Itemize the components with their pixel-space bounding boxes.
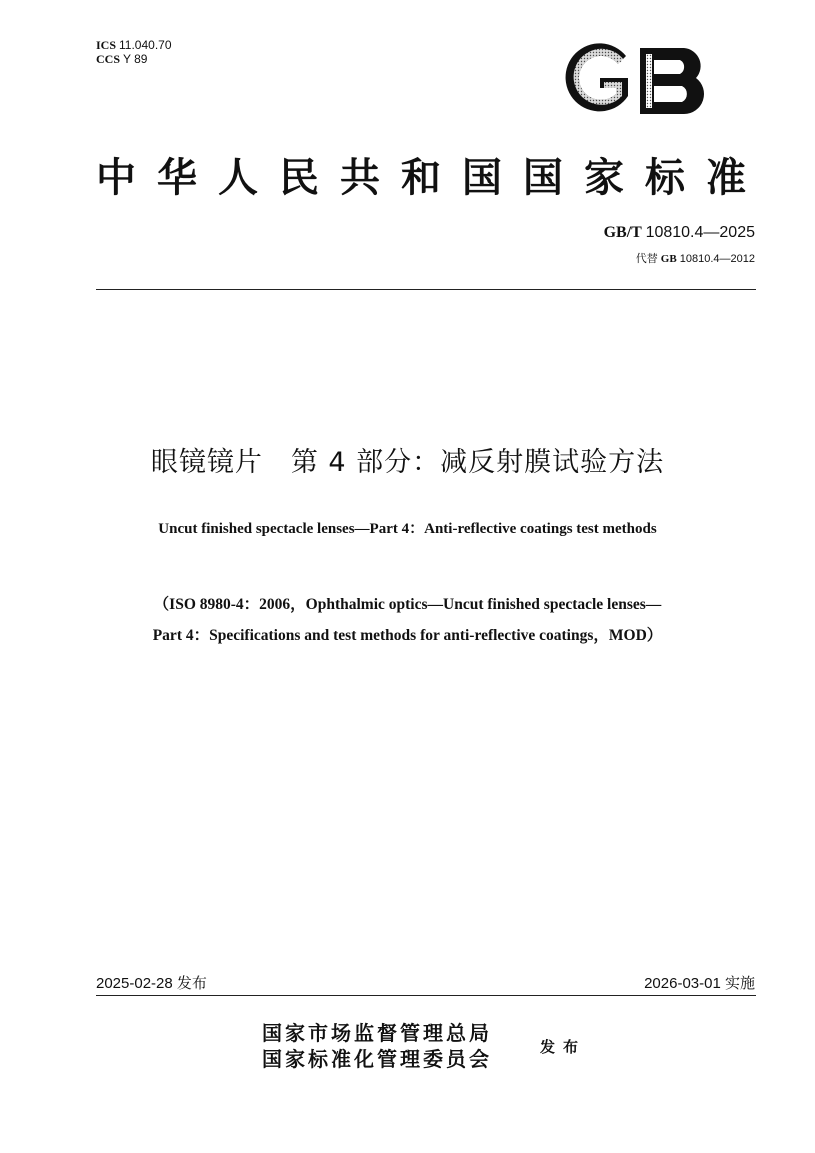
iso-reference-line-2: Part 4：Specifications and test methods for anti-reflective coatings，MOD） <box>152 627 663 644</box>
implementation-date: 2026-03-01 实施 <box>644 975 755 992</box>
standard-code: 10810.4—2025 <box>645 224 755 241</box>
standard-prefix: GB/T <box>603 224 642 241</box>
ics-line <box>96 38 172 52</box>
chinese-title: 眼镜镜片 第 4 部分：减反射膜试验方法 <box>150 447 665 478</box>
ccs-code: Y 89 <box>123 52 148 66</box>
top-divider <box>96 289 756 290</box>
issuing-authorities <box>262 1020 492 1072</box>
gb-logo <box>556 42 716 120</box>
ccs-label: CCS <box>96 52 121 66</box>
ics-code: 11.040.70 <box>119 38 172 52</box>
replaces-number: 10810.4—2012 <box>679 253 755 265</box>
standard-number <box>604 224 755 242</box>
national-standard-title: 中华人民共和国国家标准 <box>96 154 767 201</box>
authority-2: 国家标准化管理委员会 <box>262 1047 492 1071</box>
bottom-divider <box>96 995 756 996</box>
gb-logo-text: GB <box>556 42 558 43</box>
ccs-line <box>96 52 172 66</box>
authority-1: 国家市场监督管理总局 <box>262 1021 492 1045</box>
publish-label: 发布 <box>540 1038 587 1056</box>
iso-reference <box>0 589 815 651</box>
classification-codes <box>96 38 172 66</box>
replaces-prefix: GB <box>660 253 677 265</box>
replaces-line <box>636 250 755 266</box>
ics-label: ICS <box>96 38 117 52</box>
issue-date: 2025-02-28 发布 <box>96 975 207 992</box>
english-title: Uncut finished spectacle lenses—Part 4：Anti-reflective coatings test methods <box>158 521 657 537</box>
iso-reference-line-1: （ISO 8980-4：2006，Ophthalmic optics—Uncut finished spectacle lenses— <box>153 596 662 613</box>
replaces-label: 代替 <box>635 253 658 265</box>
